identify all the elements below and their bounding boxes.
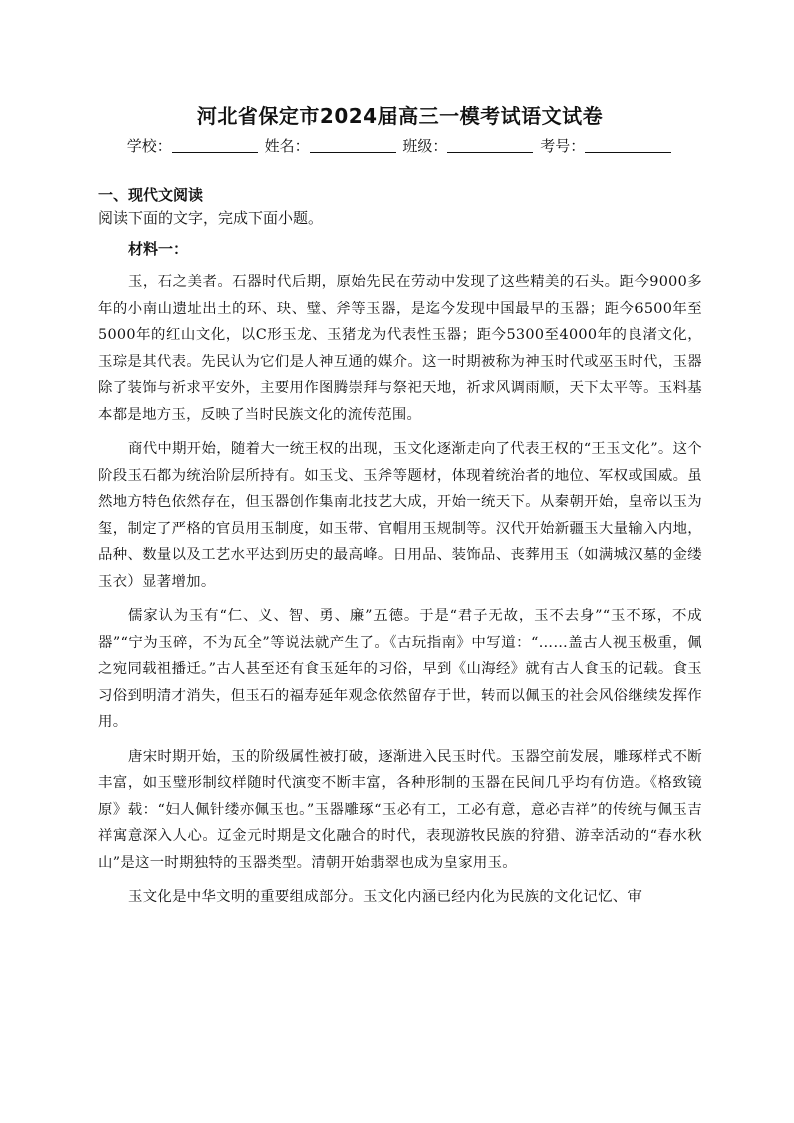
class-label: 班级： <box>402 137 448 155</box>
material-label: 材料一： <box>128 240 189 258</box>
section-heading: 一、现代文阅读 <box>98 186 204 204</box>
paragraph: 玉文化是中华文明的重要组成部分。玉文化内涵已经内化为民族的文化记忆、审 <box>128 889 643 905</box>
paragraph: 商代中期开始，随着大一统王权的出现，玉文化逐渐走向了代表王权的“王玉文化”。这个阶段玉石都为统治阶层所持有。如玉戈、玉斧等题材，体现着统治者的地位、军权或国威。虽然地方特色依然存在，但玉器创作集南北技艺大成，开始一统天下。从秦朝开始，皇帝以玉为玺，制定了严格的官员用玉制度，如玉带、官帽用玉规制等。汉代开始新疆玉大量输入内地，品种、数量以及工艺水平达到历史的最高峰。日用品、装饰品、丧葬用玉（如满城汉墓的金缕玉衣）显著增加。 <box>98 441 702 590</box>
paragraph: 唐宋时期开始，玉的阶级属性被打破，逐渐进入民玉时代。玉器空前发展，雕琢样式不断丰富，如玉璧形制纹样随时代演变不断丰富，各种形制的玉器在民间几乎均有仿造。《格致镜原》载：“妇人佩针缕亦佩玉也。”玉器雕琢“玉必有工，工必有意，意必吉祥”的传统与佩玉吉祥寓意深入人心。辽金元时期是文化融合的时代，表现游牧民族的狩猎、游幸活动的“春水秋山”是这一时期独特的玉器类型。清朝开始翡翠也成为皇家用玉。 <box>98 748 702 871</box>
reading-instruction: 阅读下面的文字，完成下面小题。 <box>98 209 324 227</box>
student-info-row <box>98 133 702 159</box>
class-blank <box>447 136 533 153</box>
name-blank <box>310 136 396 153</box>
paragraph: 玉，石之美者。石器时代后期，原始先民在劳动中发现了这些精美的石头。距今9000多年的小南山遗址出土的环、玦、璧、斧等玉器，是迄今发现中国最早的玉器；距今6500年至5000年的红山文化，以C形玉龙、玉猪龙为代表性玉器；距今5300至4000年的良渚文化，玉琮是其代表。先民认为它们是人神互通的媒介。这一时期被称为神玉时代或巫玉时代，玉器除了装饰与祈求平安外，主要用作图腾崇拜与祭祀天地，祈求风调雨顺，天下太平等。玉料基本都是地方玉，反映了当时民族文化的流传范围。 <box>98 274 702 423</box>
school-blank <box>172 136 258 153</box>
school-label: 学校： <box>126 137 172 155</box>
exam-title: 河北省保定市2024届高三一模考试语文试卷 <box>196 104 604 128</box>
exam-number-blank <box>585 136 671 153</box>
exam-number-label: 考号： <box>540 137 586 155</box>
paragraph: 儒家认为玉有“仁、义、智、勇、廉”五德。于是“君子无故，玉不去身”“玉不琢，不成器”“宁为玉碎，不为瓦全”等说法就产生了。《古玩指南》中写道：“……盖古人视玉极重，佩之宛同载祖播迁。”古人甚至还有食玉延年的习俗，早到《山海经》就有古人食玉的记载。食玉习俗到明清才消失，但玉石的福寿延年观念依然留存于世，转而以佩玉的社会风俗继续发挥作用。 <box>98 608 702 730</box>
name-label: 姓名： <box>264 137 310 155</box>
